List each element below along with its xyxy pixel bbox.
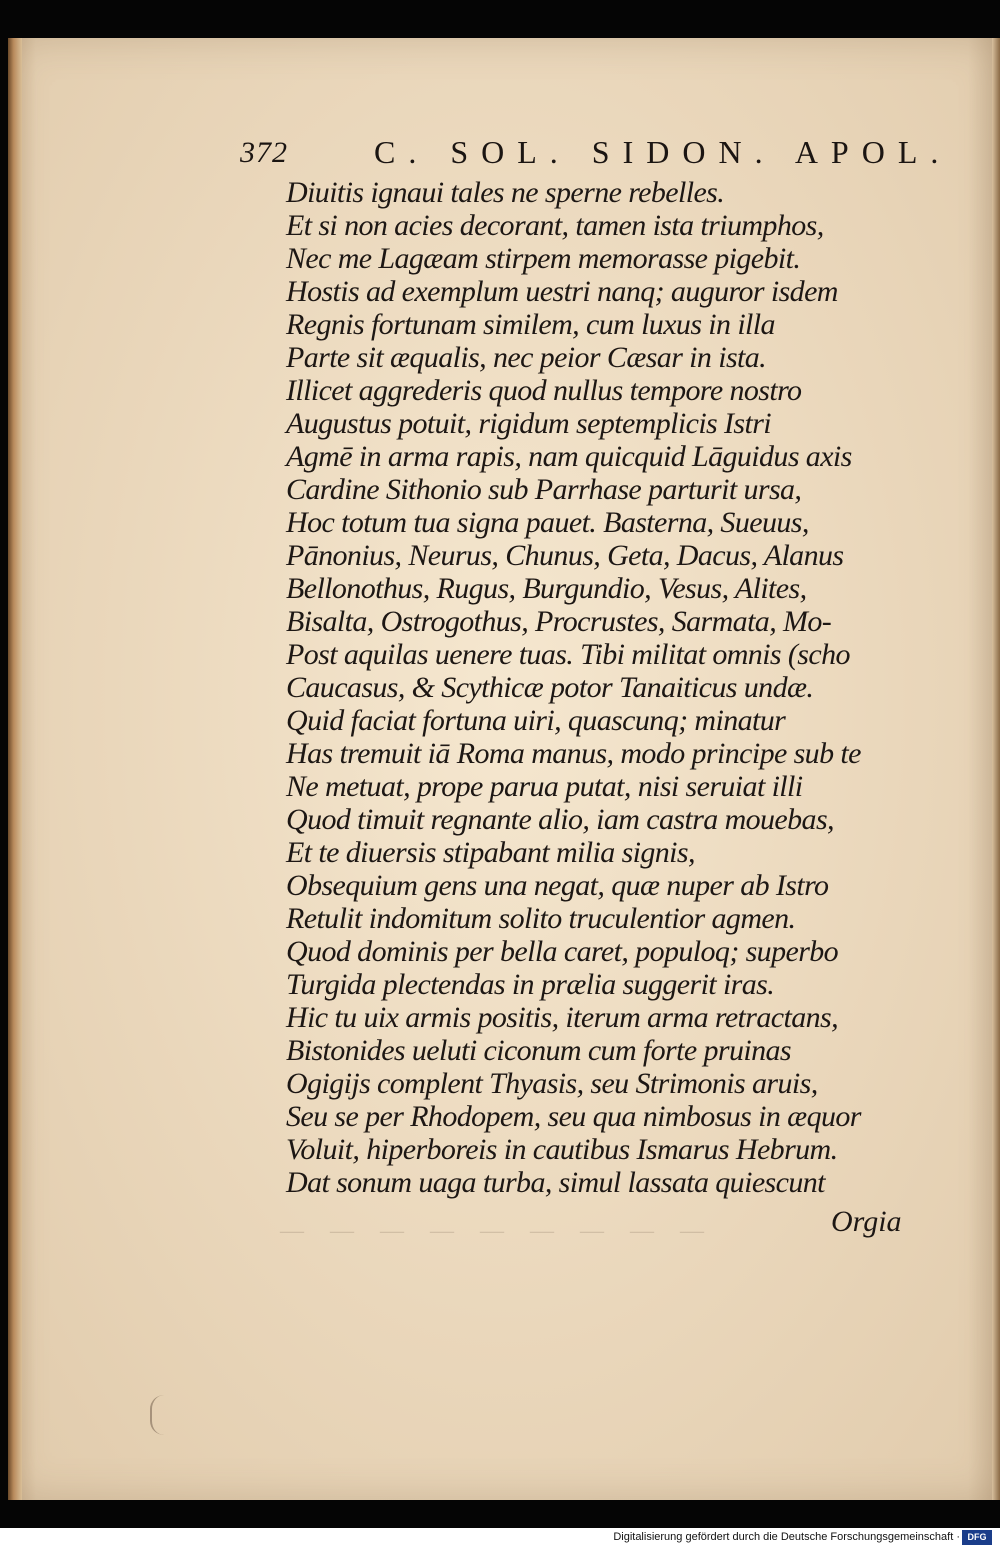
verse-line: Pānonius, Neurus, Chunus, Geta, Dacus, Alanus [286, 539, 844, 572]
page-fore-edge [992, 38, 1000, 1500]
verse-line: Parte sit æqualis, nec peior Cæsar in ista. [286, 341, 767, 374]
verse-line: Et si non acies decorant, tamen ista triumphos, [286, 209, 824, 242]
digitization-credit: Digitalisierung gefördert durch die Deutsche Forschungsgemeinschaft · [613, 1531, 960, 1543]
verse-line: Hoc totum tua signa pauet. Basterna, Sueuus, [286, 506, 809, 539]
verse-line: Agmē in arma rapis, nam quicquid Lāguidus axis [286, 440, 852, 473]
verse-line: Ne metuat, prope parua putat, nisi seruiat illi [286, 770, 803, 803]
verse-line: Has tremuit iā Roma manus, modo principe sub te [286, 737, 861, 770]
verse-line: Bellonothus, Rugus, Burgundio, Vesus, Alites, [286, 572, 807, 605]
verse-line: Dat sonum uaga turba, simul lassata quiescunt [286, 1166, 825, 1199]
verse-line: Seu se per Rhodopem, seu qua nimbosus in æquor [286, 1100, 861, 1133]
page-gutter-edge [8, 38, 22, 1500]
catchword: Orgia [831, 1205, 902, 1238]
verse-line: Illicet aggrederis quod nullus tempore nostro [286, 374, 802, 407]
verse-line: Turgida plectendas in prælia suggerit iras. [286, 968, 775, 1001]
verse-line: Quod dominis per bella caret, populoq; superbo [286, 935, 839, 968]
verse-line: Hic tu uix armis positis, iterum arma retractans, [286, 1001, 838, 1034]
verse-line: Ogigijs complent Thyasis, seu Strimonis aruis, [286, 1067, 818, 1100]
verse-text-block [286, 176, 936, 1199]
verse-line: Diuitis ignaui tales ne sperne rebelles. [286, 176, 725, 209]
verse-line: Obsequium gens una negat, quæ nuper ab Istro [286, 869, 829, 902]
running-title: C. SOL. SIDON. APOL. [374, 134, 952, 170]
verse-line: Nec me Lagæam stirpem memorasse pigebit. [286, 242, 801, 275]
verse-line: Quod timuit regnante alio, iam castra mouebas, [286, 803, 834, 836]
verse-line: Caucasus, & Scythicæ potor Tanaiticus undæ. [286, 671, 814, 704]
page-number: 372 [240, 136, 288, 169]
bleed-through-ink: — — — — — — — — — [280, 1218, 714, 1244]
verse-line: Hostis ad exemplum uestri nanq; auguror isdem [286, 275, 838, 308]
running-head [240, 134, 952, 178]
dfg-logo: DFG [962, 1530, 992, 1545]
verse-line: Et te diuersis stipabant milia signis, [286, 836, 695, 869]
verse-line: Quid faciat fortuna uiri, quascunq; minatur [286, 704, 786, 737]
verse-line: Voluit, hiperboreis in cautibus Ismarus Hebrum. [286, 1133, 838, 1166]
verse-line: Augustus potuit, rigidum septemplicis Istri [286, 407, 772, 440]
verse-line: Cardine Sithonio sub Parrhase parturit ursa, [286, 473, 802, 506]
verse-line: Retulit indomitum solito truculentior agmen. [286, 902, 796, 935]
verse-line: Regnis fortunam similem, cum luxus in illa [286, 308, 775, 341]
margin-pencil-mark [150, 1395, 172, 1435]
verse-line: Bistonides ueluti ciconum cum forte pruinas [286, 1034, 791, 1067]
verse-line: Post aquilas uenere tuas. Tibi militat omnis (scho [286, 638, 850, 671]
verse-line: Bisalta, Ostrogothus, Procrustes, Sarmata, Mo- [286, 605, 832, 638]
